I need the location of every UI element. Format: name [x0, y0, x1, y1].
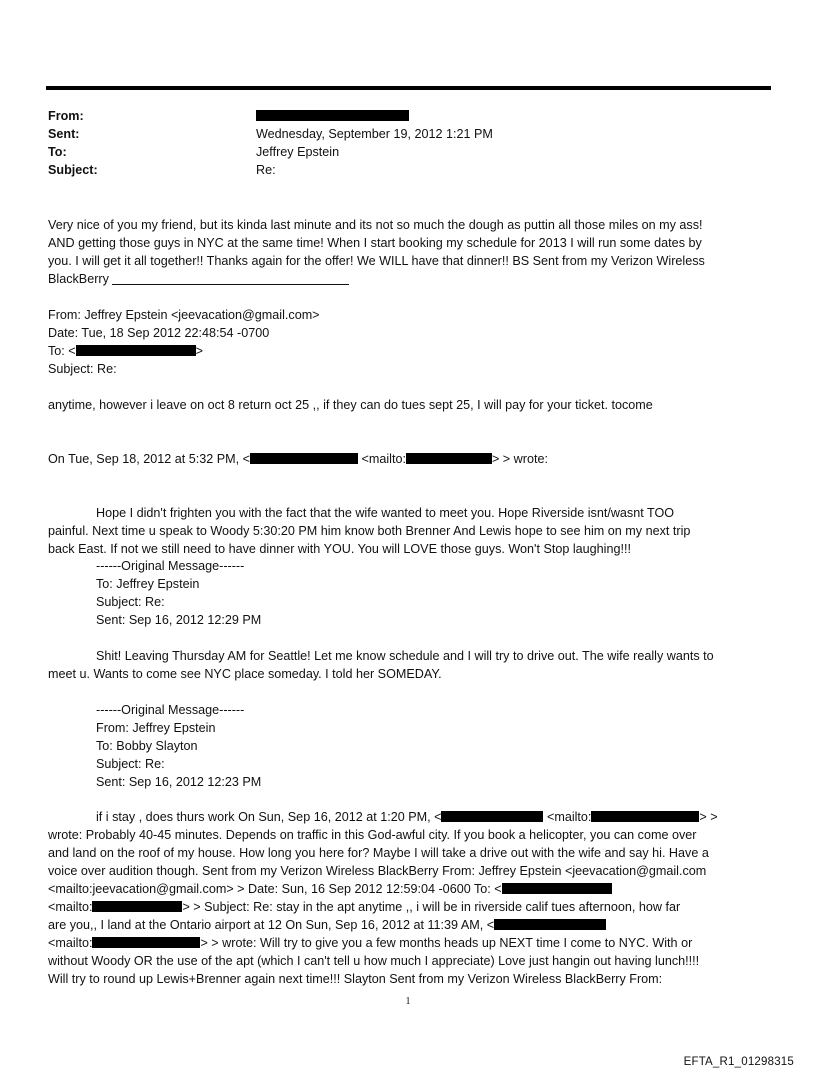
to-label: To:: [48, 145, 67, 159]
body-line: voice over audition though. Sent from my Verizon Wireless BlackBerry From: Jeffrey Epstein <jeevacation@gmail.com: [48, 864, 707, 878]
quoted-from: From: Jeffrey Epstein <jeevacation@gmail.com>: [48, 308, 320, 322]
original-message-line: To: Jeffrey Epstein: [96, 577, 200, 591]
original-message-line: ------Original Message------: [96, 703, 245, 717]
body-line: Very nice of you my friend, but its kinda last minute and its not so much the dough as puttin all those miles on my ass!: [48, 218, 703, 232]
quoted-subject: Subject: Re:: [48, 362, 117, 376]
body-line: BlackBerry: [48, 270, 763, 288]
body-line: Hope I didn't frighten you with the fact that the wife wanted to meet you. Hope Riverside isnt/wasnt TOO: [96, 506, 675, 520]
redaction: [92, 901, 182, 912]
on-date-wrote: On Tue, Sep 18, 2012 at 5:32 PM, < <mailto: > > wrote:: [48, 452, 548, 466]
body-line: <mailto:jeevacation@gmail.com> > Date: Sun, 16 Sep 2012 12:59:04 -0600 To: <: [48, 880, 763, 898]
redaction: [494, 919, 606, 930]
header-rule: [46, 86, 771, 90]
redaction: [250, 453, 358, 464]
document-id: EFTA_R1_01298315: [683, 1056, 794, 1068]
subject-label: Subject:: [48, 163, 98, 177]
body-line: <mailto: > > wrote: Will try to give you a few months heads up NEXT time I come to NYC. With or: [48, 936, 693, 950]
body-line: anytime, however i leave on oct 8 return oct 25 ,, if they can do tues sept 25, I will pay for your ticket. tocome: [48, 398, 653, 412]
body-line: are you,, I land at the Ontario airport at 12 On Sun, Sep 16, 2012 at 11:39 AM, <: [48, 916, 763, 934]
body-line: painful. Next time u speak to Woody 5:30:20 PM him know both Brenner And Lewis hope to see him on my next trip: [48, 524, 691, 538]
original-message-line: ------Original Message------: [96, 559, 245, 573]
body-line: <mailto: > > Subject: Re: stay in the apt anytime ,, i will be in riverside calif tues afternoon, how far: [48, 900, 681, 914]
quoted-date: Date: Tue, 18 Sep 2012 22:48:54 -0700: [48, 326, 270, 340]
redaction: [256, 110, 409, 121]
body-line: if i stay , does thurs work On Sun, Sep 16, 2012 at 1:20 PM, < <mailto: > >: [96, 810, 718, 824]
sent-label: Sent:: [48, 127, 80, 141]
original-message-line: Sent: Sep 16, 2012 12:29 PM: [96, 613, 262, 627]
body-line: back East. If not we still need to have dinner with YOU. You will LOVE those guys. Won't Stop laughing!!!: [48, 542, 631, 556]
body-line: wrote: Probably 40-45 minutes. Depends on traffic in this God-awful city. If you book a helicopter, you can come over: [48, 828, 697, 842]
body-line: Will try to round up Lewis+Brenner again next time!!! Slayton Sent from my Verizon Wireless BlackBerry From:: [48, 972, 663, 986]
original-message-line: Subject: Re:: [96, 757, 165, 771]
quoted-to: To: < >: [48, 344, 204, 358]
redaction: [502, 883, 612, 894]
body-line: meet u. Wants to come see NYC place someday. I told her SOMEDAY.: [48, 667, 442, 681]
signature-underline: [112, 272, 349, 285]
original-message-line: Sent: Sep 16, 2012 12:23 PM: [96, 775, 262, 789]
from-label: From:: [48, 109, 84, 123]
redaction: [76, 345, 196, 356]
original-message-line: From: Jeffrey Epstein: [96, 721, 216, 735]
body-line: without Woody OR the use of the apt (which I can't tell u how much I appreciate) Love just hangin out having lunch!!!!: [48, 954, 700, 968]
subject-value: Re:: [256, 163, 276, 177]
redaction: [406, 453, 492, 464]
original-message-line: To: Bobby Slayton: [96, 739, 198, 753]
body-line: you. I will get it all together!! Thanks again for the offer! We WILL have that dinner!! BS Sent from my Verizon Wireless: [48, 254, 705, 268]
sent-value: Wednesday, September 19, 2012 1:21 PM: [256, 127, 493, 141]
body-line: AND getting those guys in NYC at the same time! When I start booking my schedule for 2013 I will run some dates by: [48, 236, 702, 250]
body-line: Shit! Leaving Thursday AM for Seattle! Let me know schedule and I will try to drive out. The wife really wants to: [96, 649, 714, 663]
original-message-line: Subject: Re:: [96, 595, 165, 609]
redaction: [92, 937, 200, 948]
body-line: and land on the roof of my house. How long you here for? Maybe I will take a drive out with the wife and say hi. Have a: [48, 846, 709, 860]
page-number: 1: [405, 996, 411, 1007]
redaction: [441, 811, 543, 822]
redaction: [591, 811, 699, 822]
to-value: Jeffrey Epstein: [256, 145, 340, 159]
